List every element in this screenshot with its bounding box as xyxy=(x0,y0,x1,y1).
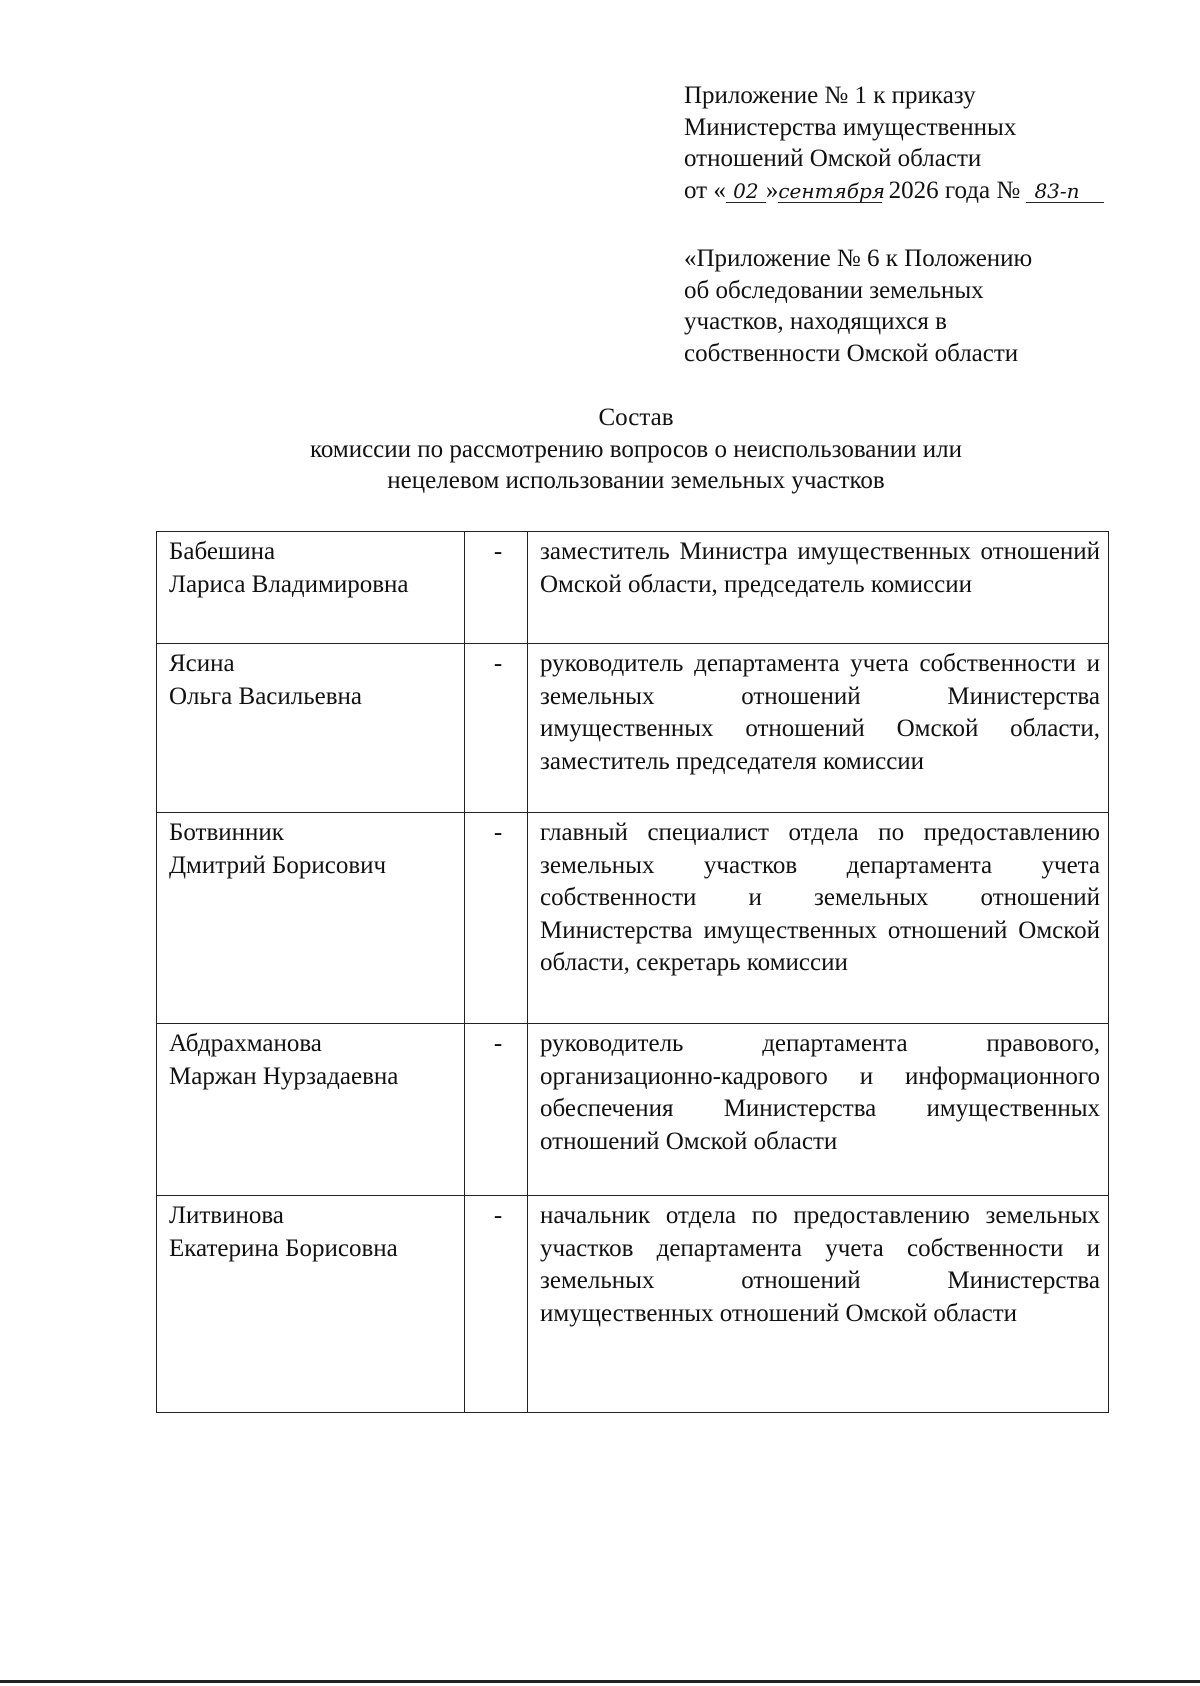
appendix2-line-3: участков, находящихся в xyxy=(684,308,947,335)
member-row xyxy=(157,532,1109,644)
member-row xyxy=(157,644,1109,813)
member-given-name: Екатерина Борисовна xyxy=(169,1234,398,1262)
appendix-header xyxy=(684,80,1104,206)
appendix-date-line xyxy=(684,175,1104,207)
member-role: главный специалист отдела по предоставлению земельных участков департамента учета собственности и земельных отношений Министерства имущественных отношений Омской области, секретарь комиссии xyxy=(528,813,1109,1024)
date-prefix: от « xyxy=(684,176,726,204)
member-name-cell xyxy=(157,532,465,644)
member-surname: Ботвинник xyxy=(169,819,284,846)
member-row xyxy=(157,813,1109,1024)
commission-members-table xyxy=(156,531,1109,1413)
member-given-name: Ольга Васильевна xyxy=(169,682,363,710)
heading-title: Состав xyxy=(598,404,674,431)
handwritten-day: 02 xyxy=(726,180,766,203)
date-year-text: 2026 года № xyxy=(882,176,1027,204)
handwritten-order-number: 83-п xyxy=(1026,180,1104,203)
member-dash: - xyxy=(465,1196,528,1413)
handwritten-month: сентября xyxy=(778,178,886,203)
member-name-cell xyxy=(157,1196,465,1413)
member-role: руководитель департамента правового, организационно-кадрового и информационного обеспечения Министерства имущественных отношений Омской области xyxy=(528,1024,1109,1196)
member-dash: - xyxy=(465,813,528,1024)
member-row xyxy=(157,1024,1109,1196)
heading-line-3: нецелевом использовании земельных участков xyxy=(387,467,885,494)
member-given-name: Лариса Владимировна xyxy=(169,570,409,598)
appendix2-line-2: об обследовании земельных xyxy=(684,276,984,304)
member-role: заместитель Министра имущественных отношений Омской области, председатель комиссии xyxy=(528,532,1109,644)
scan-bottom-edge xyxy=(0,1680,1200,1683)
appendix-reference xyxy=(684,243,1032,369)
member-surname: Ясина xyxy=(169,650,235,677)
date-day-close: » xyxy=(765,176,779,204)
member-dash: - xyxy=(465,532,528,644)
member-name-cell xyxy=(157,813,465,1024)
member-given-name: Дмитрий Борисович xyxy=(169,851,387,879)
appendix-line-2: Министерства имущественных xyxy=(684,113,1017,141)
member-row xyxy=(157,1196,1109,1413)
member-dash: - xyxy=(465,1024,528,1196)
heading-line-2: комиссии по рассмотрению вопросов о неиспользовании или xyxy=(309,435,963,463)
member-dash: - xyxy=(465,644,528,813)
member-given-name: Маржан Нурзадаевна xyxy=(169,1062,399,1090)
appendix2-line-1: «Приложение № 6 к Положению xyxy=(684,245,1033,272)
member-name-cell xyxy=(157,1024,465,1196)
member-role: начальник отдела по предоставлению земельных участков департамента учета собственности и земельных отношений Министерства имущественных отношений Омской области xyxy=(528,1196,1109,1413)
member-surname: Литвинова xyxy=(169,1202,284,1229)
appendix-line-1: Приложение № 1 к приказу xyxy=(684,82,976,109)
appendix2-line-4: собственности Омской области xyxy=(684,339,1019,367)
member-role: руководитель департамента учета собственности и земельных отношений Министерства имущественных отношений Омской области, заместитель председателя комиссии xyxy=(528,644,1109,813)
document-heading xyxy=(156,402,1116,497)
member-name-cell xyxy=(157,644,465,813)
appendix-line-3: отношений Омской области xyxy=(684,145,982,172)
member-surname: Абдрахманова xyxy=(169,1030,322,1057)
member-surname: Бабешина xyxy=(169,538,276,565)
